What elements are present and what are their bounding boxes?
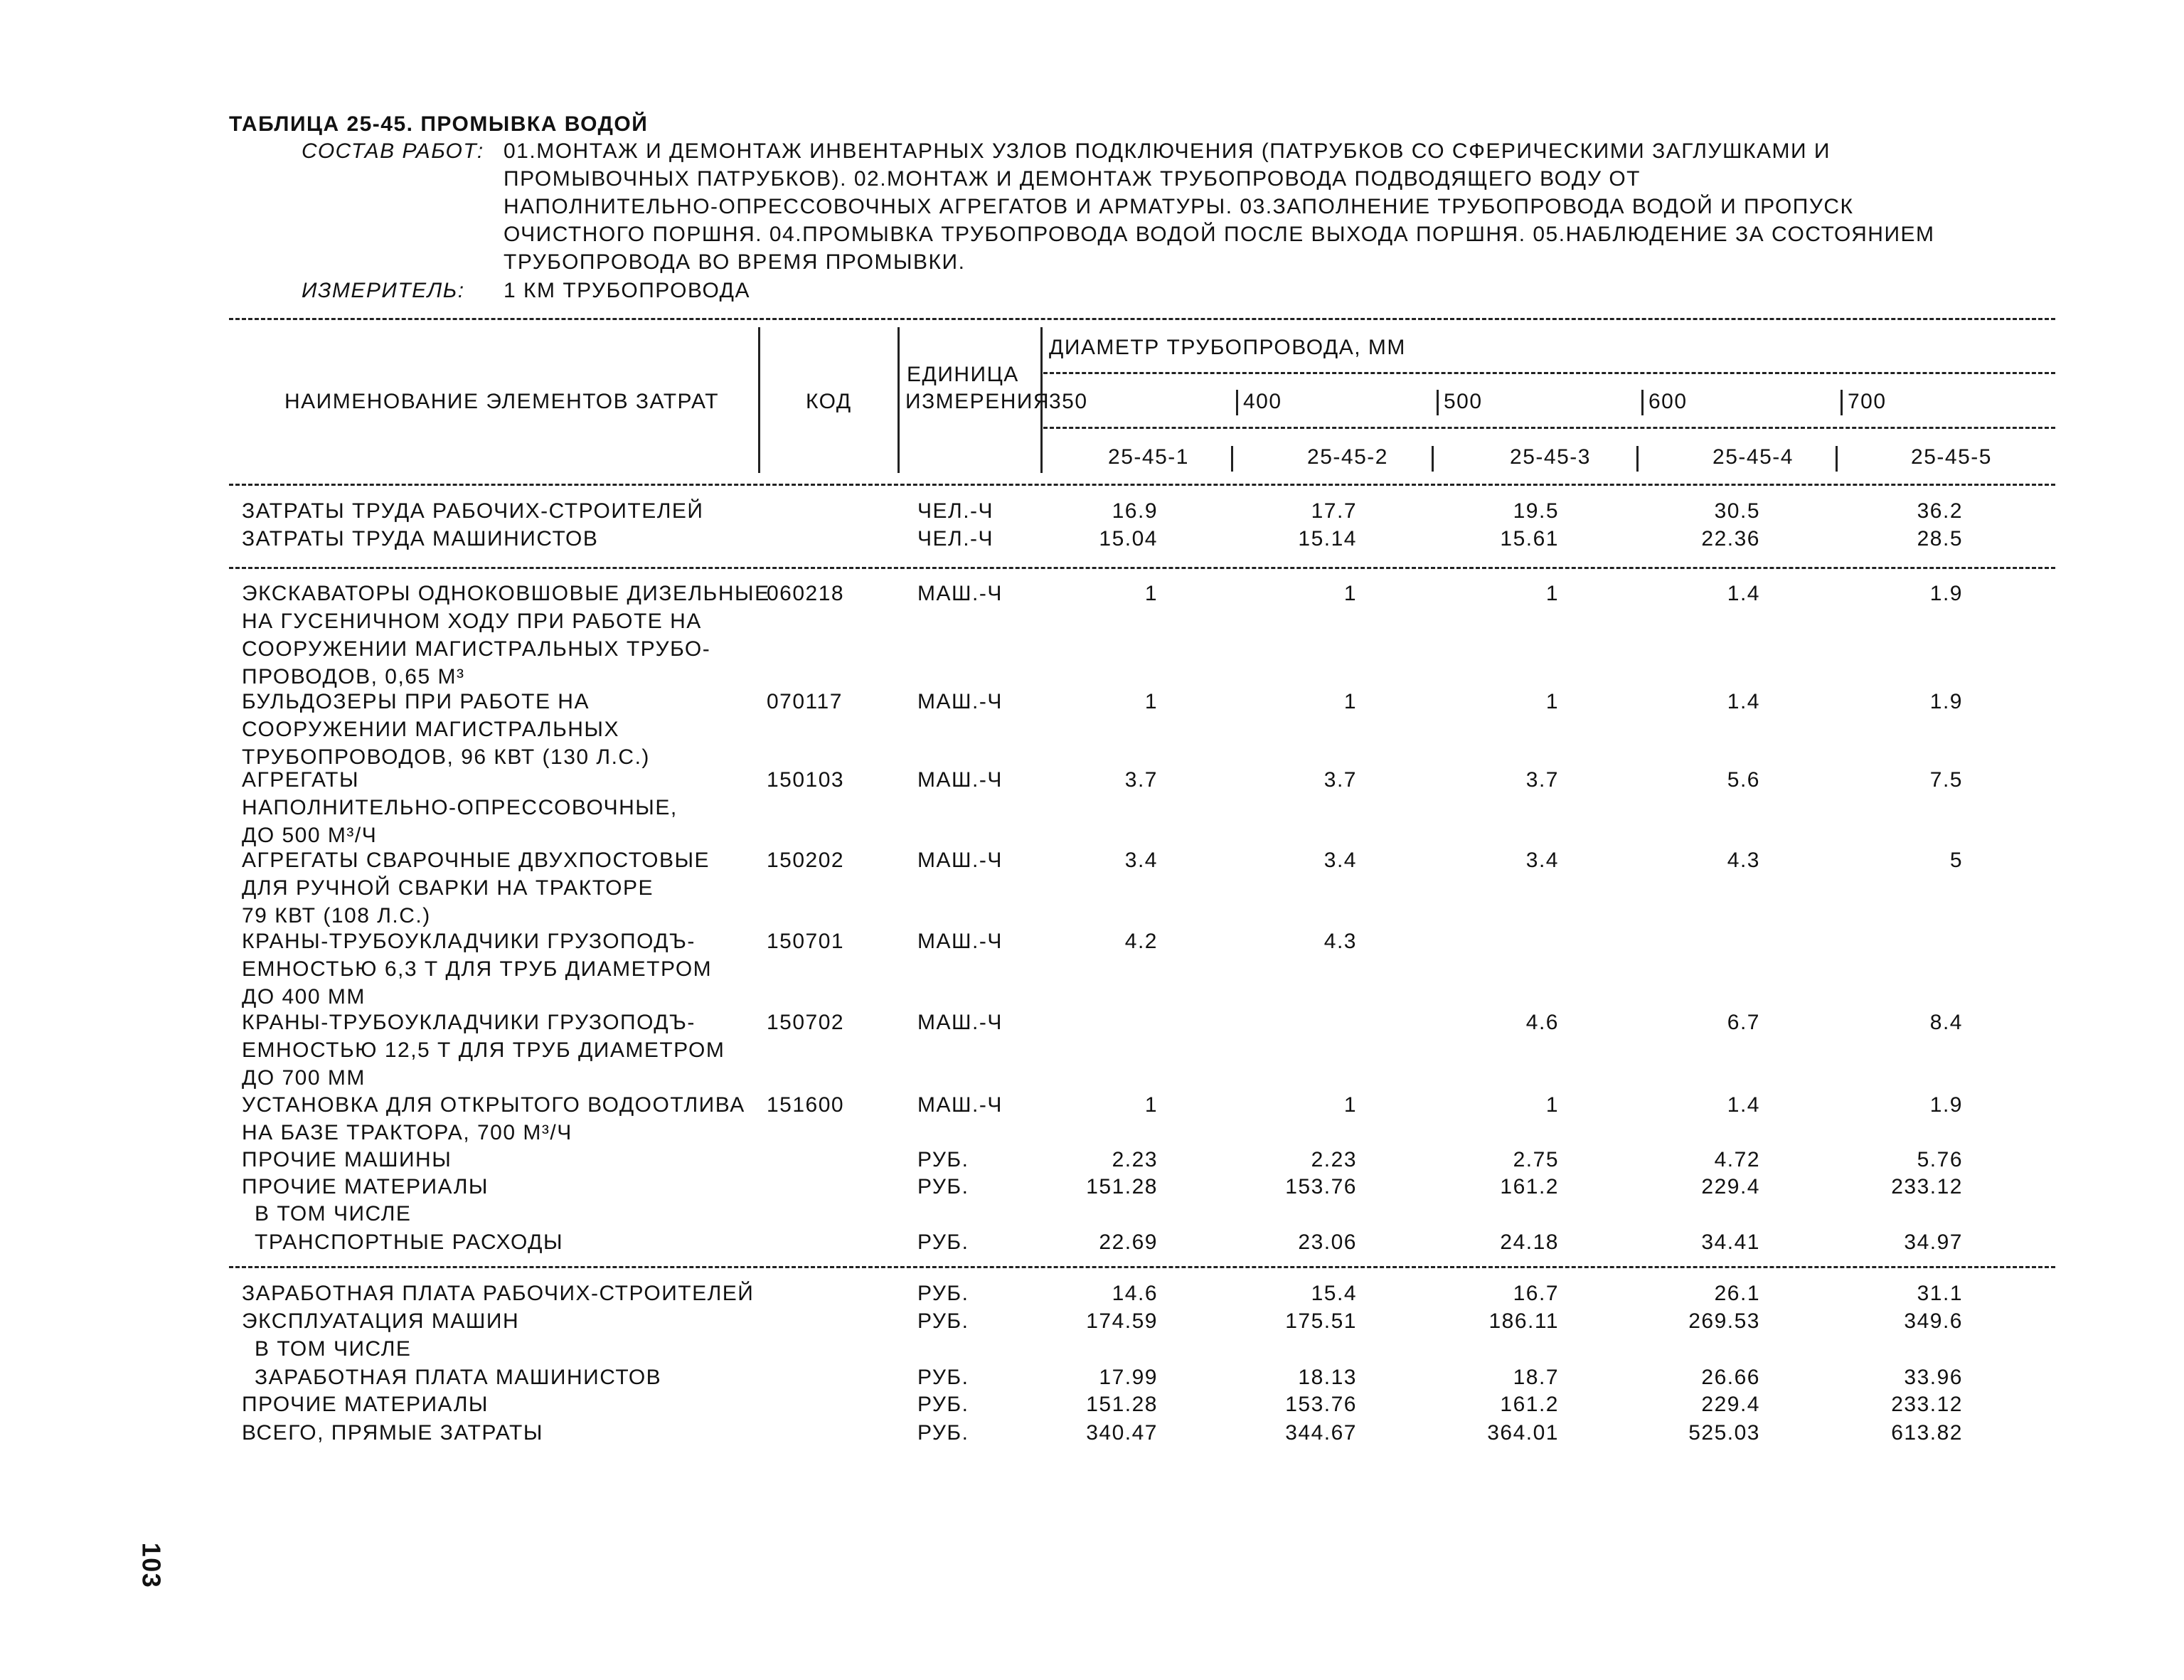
- row-value: 344.67: [1285, 1421, 1357, 1445]
- row-code: 150103: [767, 768, 845, 792]
- row-unit: РУБ.: [917, 1421, 969, 1445]
- row-value: 34.41: [1701, 1230, 1760, 1254]
- norm-code: 25-45-4: [1712, 445, 1794, 469]
- row-value: 3.4: [1124, 849, 1158, 872]
- code-sep: [1636, 446, 1639, 472]
- header-code: КОД: [806, 390, 852, 413]
- code-sep: [1836, 446, 1838, 472]
- row-value: 1: [1545, 690, 1559, 713]
- row-value: 4.3: [1727, 849, 1760, 872]
- col-sep-code: [758, 327, 760, 473]
- row-value: 186.11: [1488, 1309, 1559, 1333]
- row-name: 79 КВТ (108 Л.С.): [242, 904, 431, 927]
- row-name: ВСЕГО, ПРЯМЫЕ ЗАТРАТЫ: [242, 1421, 543, 1445]
- row-value: 1: [1343, 582, 1357, 605]
- norm-code: 25-45-3: [1510, 445, 1591, 469]
- col-sep-unit: [897, 327, 900, 473]
- row-name: ЗАТРАТЫ ТРУДА МАШИНИСТОВ: [242, 527, 599, 551]
- row-name: ПРОЧИЕ МАТЕРИАЛЫ: [242, 1393, 489, 1416]
- row-name: ДО 700 ММ: [242, 1066, 366, 1090]
- table-title: ТАБЛИЦА 25-45. ПРОМЫВКА ВОДОЙ: [229, 112, 649, 136]
- diameter-value: 500: [1444, 390, 1483, 413]
- row-value: 2.23: [1112, 1148, 1158, 1171]
- diameter-value: 700: [1848, 390, 1887, 413]
- row-unit: РУБ.: [917, 1230, 969, 1254]
- row-value: 1.4: [1727, 1093, 1760, 1117]
- row-value: 229.4: [1701, 1175, 1760, 1198]
- row-unit: МАШ.-Ч: [917, 849, 1003, 872]
- norm-code: 25-45-1: [1108, 445, 1189, 469]
- row-name: АГРЕГАТЫ СВАРОЧНЫЕ ДВУХПОСТОВЫЕ: [242, 849, 710, 872]
- diameter-value: 400: [1243, 390, 1282, 413]
- row-name: ЭКСКАВАТОРЫ ОДНОКОВШОВЫЕ ДИЗЕЛЬНЫЕ: [242, 582, 770, 605]
- row-name: ТРАНСПОРТНЫЕ РАСХОДЫ: [255, 1230, 564, 1254]
- row-value: 15.14: [1298, 527, 1357, 551]
- row-name: ТРУБОПРОВОДОВ, 96 КВТ (130 Л.С.): [242, 745, 650, 769]
- row-value: 151.28: [1086, 1393, 1158, 1416]
- row-value: 1.9: [1929, 690, 1963, 713]
- row-value: 2.23: [1311, 1148, 1357, 1171]
- row-code: 060218: [767, 582, 845, 605]
- page-number: 103: [137, 1542, 166, 1589]
- row-value: 175.51: [1285, 1309, 1357, 1333]
- row-name: СООРУЖЕНИИ МАГИСТРАЛЬНЫХ: [242, 718, 619, 741]
- row-value: 16.9: [1112, 499, 1158, 523]
- row-unit: РУБ.: [917, 1366, 969, 1389]
- row-name: ПРОЧИЕ МАШИНЫ: [242, 1148, 452, 1171]
- meter-value: 1 КМ ТРУБОПРОВОДА: [504, 279, 751, 302]
- row-name: БУЛЬДОЗЕРЫ ПРИ РАБОТЕ НА: [242, 690, 590, 713]
- row-name: УСТАНОВКА ДЛЯ ОТКРЫТОГО ВОДООТЛИВА: [242, 1093, 745, 1117]
- row-value: 1: [1545, 582, 1559, 605]
- row-unit: РУБ.: [917, 1175, 969, 1198]
- composition-line: ТРУБОПРОВОДА ВО ВРЕМЯ ПРОМЫВКИ.: [504, 250, 966, 274]
- row-value: 233.12: [1891, 1393, 1963, 1416]
- rule-diameter: [1043, 372, 2055, 374]
- row-value: 4.6: [1525, 1011, 1559, 1034]
- diameter-value: 600: [1648, 390, 1688, 413]
- row-value: 22.69: [1099, 1230, 1158, 1254]
- norm-code: 25-45-5: [1911, 445, 1992, 469]
- composition-label: СОСТАВ РАБОТ:: [302, 139, 484, 163]
- row-value: 4.3: [1323, 930, 1357, 953]
- row-value: 26.1: [1714, 1282, 1760, 1305]
- row-value: 1: [1144, 690, 1158, 713]
- row-unit: ЧЕЛ.-Ч: [917, 527, 994, 551]
- row-name: ЭКСПЛУАТАЦИЯ МАШИН: [242, 1309, 520, 1333]
- row-value: 5.6: [1727, 768, 1760, 792]
- row-value: 18.7: [1513, 1366, 1559, 1389]
- header-name: НАИМЕНОВАНИЕ ЭЛЕМЕНТОВ ЗАТРАТ: [284, 390, 720, 413]
- composition-line: ПРОМЫВОЧНЫХ ПАТРУБКОВ). 02.МОНТАЖ И ДЕМОНТАЖ ТРУБОПРОВОДА ПОДВОДЯЩЕГО ВОДУ ОТ: [504, 167, 1641, 191]
- rule-totals: [229, 1266, 2055, 1268]
- row-value: 7.5: [1929, 768, 1963, 792]
- row-name: ПРОЧИЕ МАТЕРИАЛЫ: [242, 1175, 489, 1198]
- row-value: 22.36: [1701, 527, 1760, 551]
- row-value: 1.4: [1727, 582, 1760, 605]
- row-value: 340.47: [1086, 1421, 1158, 1445]
- row-value: 3.7: [1323, 768, 1357, 792]
- diameter-sep: [1841, 390, 1843, 415]
- row-name: В ТОМ ЧИСЛЕ: [255, 1337, 412, 1361]
- row-unit: МАШ.-Ч: [917, 1011, 1003, 1034]
- row-unit: МАШ.-Ч: [917, 1093, 1003, 1117]
- row-name: ЗАРАБОТНАЯ ПЛАТА МАШИНИСТОВ: [255, 1366, 662, 1389]
- row-unit: РУБ.: [917, 1148, 969, 1171]
- row-value: 525.03: [1688, 1421, 1760, 1445]
- row-unit: МАШ.-Ч: [917, 690, 1003, 713]
- composition-line: 01.МОНТАЖ И ДЕМОНТАЖ ИНВЕНТАРНЫХ УЗЛОВ ПОДКЛЮЧЕНИЯ (ПАТРУБКОВ СО СФЕРИЧЕСКИМИ ЗАГЛУШКАМИ И: [504, 139, 1831, 163]
- row-value: 5: [1949, 849, 1963, 872]
- row-value: 34.97: [1904, 1230, 1963, 1254]
- row-name: В ТОМ ЧИСЛЕ: [255, 1202, 412, 1226]
- row-name: ДЛЯ РУЧНОЙ СВАРКИ НА ТРАКТОРЕ: [242, 876, 654, 900]
- row-value: 364.01: [1487, 1421, 1559, 1445]
- row-name: ЗАРАБОТНАЯ ПЛАТА РАБОЧИХ-СТРОИТЕЛЕЙ: [242, 1282, 755, 1305]
- row-value: 613.82: [1891, 1421, 1963, 1445]
- rule-diameters: [1043, 427, 2055, 429]
- rule-labor: [229, 567, 2055, 569]
- row-name: ПРОВОДОВ, 0,65 М³: [242, 665, 465, 689]
- row-value: 1.9: [1929, 582, 1963, 605]
- row-name: ЕМНОСТЬЮ 12,5 Т ДЛЯ ТРУБ ДИАМЕТРОМ: [242, 1038, 725, 1062]
- header-diameter: ДИАМЕТР ТРУБОПРОВОДА, ММ: [1049, 336, 1406, 359]
- row-name: НА БАЗЕ ТРАКТОРА, 700 М³/Ч: [242, 1121, 572, 1144]
- composition-line: НАПОЛНИТЕЛЬНО-ОПРЕССОВОЧНЫХ АГРЕГАТОВ И АРМАТУРЫ. 03.ЗАПОЛНЕНИЕ ТРУБОПРОВОДА ВОДОЙ И ПРОПУСК: [504, 195, 1854, 218]
- row-value: 3.4: [1525, 849, 1559, 872]
- row-code: 151600: [767, 1093, 845, 1117]
- rule-header-bottom: [229, 484, 2055, 486]
- header-unit-1: ЕДИНИЦА: [907, 363, 1019, 386]
- row-unit: РУБ.: [917, 1282, 969, 1305]
- row-value: 1: [1144, 582, 1158, 605]
- row-value: 17.7: [1311, 499, 1357, 523]
- row-value: 23.06: [1298, 1230, 1357, 1254]
- row-code: 150701: [767, 930, 845, 953]
- row-name: КРАНЫ-ТРУБОУКЛАДЧИКИ ГРУЗОПОДЪ-: [242, 930, 696, 953]
- row-value: 3.4: [1323, 849, 1357, 872]
- diameter-sep: [1437, 390, 1439, 415]
- code-sep: [1432, 446, 1434, 472]
- code-sep: [1231, 446, 1233, 472]
- row-name: НАПОЛНИТЕЛЬНО-ОПРЕССОВОЧНЫЕ,: [242, 796, 678, 819]
- row-value: 161.2: [1500, 1393, 1559, 1416]
- row-value: 15.4: [1311, 1282, 1357, 1305]
- row-value: 1: [1144, 1093, 1158, 1117]
- row-value: 36.2: [1917, 499, 1963, 523]
- row-value: 3.7: [1124, 768, 1158, 792]
- row-value: 2.75: [1513, 1148, 1559, 1171]
- diameter-sep: [1236, 390, 1238, 415]
- row-name: ЕМНОСТЬЮ 6,3 Т ДЛЯ ТРУБ ДИАМЕТРОМ: [242, 957, 713, 981]
- row-value: 1.4: [1727, 690, 1760, 713]
- diameter-sep: [1641, 390, 1644, 415]
- row-unit: МАШ.-Ч: [917, 930, 1003, 953]
- row-value: 151.28: [1086, 1175, 1158, 1198]
- row-value: 26.66: [1701, 1366, 1760, 1389]
- row-value: 31.1: [1917, 1282, 1963, 1305]
- row-value: 153.76: [1285, 1393, 1357, 1416]
- row-unit: РУБ.: [917, 1393, 969, 1416]
- row-value: 18.13: [1298, 1366, 1357, 1389]
- row-value: 15.61: [1500, 527, 1559, 551]
- row-value: 14.6: [1112, 1282, 1158, 1305]
- row-value: 153.76: [1285, 1175, 1357, 1198]
- rule-top: [229, 318, 2055, 320]
- row-name: ЗАТРАТЫ ТРУДА РАБОЧИХ-СТРОИТЕЛЕЙ: [242, 499, 704, 523]
- row-unit: МАШ.-Ч: [917, 582, 1003, 605]
- header-unit-2: ИЗМЕРЕНИЯ: [905, 390, 1050, 413]
- row-value: 3.7: [1525, 768, 1559, 792]
- row-value: 24.18: [1500, 1230, 1559, 1254]
- row-name: КРАНЫ-ТРУБОУКЛАДЧИКИ ГРУЗОПОДЪ-: [242, 1011, 696, 1034]
- diameter-value: 350: [1049, 390, 1088, 413]
- row-code: 150702: [767, 1011, 845, 1034]
- row-value: 4.72: [1714, 1148, 1760, 1171]
- row-name: ДО 500 М³/Ч: [242, 824, 378, 847]
- row-unit: МАШ.-Ч: [917, 768, 1003, 792]
- row-value: 1.9: [1929, 1093, 1963, 1117]
- row-value: 6.7: [1727, 1011, 1760, 1034]
- row-value: 174.59: [1086, 1309, 1158, 1333]
- row-name: ДО 400 ММ: [242, 985, 366, 1009]
- row-value: 161.2: [1500, 1175, 1559, 1198]
- row-value: 15.04: [1099, 527, 1158, 551]
- row-unit: РУБ.: [917, 1309, 969, 1333]
- composition-line: ОЧИСТНОГО ПОРШНЯ. 04.ПРОМЫВКА ТРУБОПРОВОДА ВОДОЙ ПОСЛЕ ВЫХОДА ПОРШНЯ. 05.НАБЛЮДЕНИЕ ЗА СОСТОЯНИЕМ: [504, 223, 1935, 246]
- row-value: 229.4: [1701, 1393, 1760, 1416]
- row-value: 28.5: [1917, 527, 1963, 551]
- row-value: 33.96: [1904, 1366, 1963, 1389]
- row-value: 17.99: [1099, 1366, 1158, 1389]
- row-value: 269.53: [1688, 1309, 1760, 1333]
- row-value: 1: [1545, 1093, 1559, 1117]
- row-code: 070117: [767, 690, 843, 713]
- row-name: АГРЕГАТЫ: [242, 768, 360, 792]
- row-value: 349.6: [1904, 1309, 1963, 1333]
- row-code: 150202: [767, 849, 845, 872]
- row-value: 8.4: [1929, 1011, 1963, 1034]
- row-value: 1: [1343, 690, 1357, 713]
- row-value: 19.5: [1513, 499, 1559, 523]
- meter-label: ИЗМЕРИТЕЛЬ:: [302, 279, 465, 302]
- row-value: 5.76: [1917, 1148, 1963, 1171]
- row-value: 233.12: [1891, 1175, 1963, 1198]
- row-value: 4.2: [1124, 930, 1158, 953]
- row-name: НА ГУСЕНИЧНОМ ХОДУ ПРИ РАБОТЕ НА: [242, 610, 702, 633]
- norm-code: 25-45-2: [1307, 445, 1388, 469]
- row-value: 16.7: [1513, 1282, 1559, 1305]
- row-name: СООРУЖЕНИИ МАГИСТРАЛЬНЫХ ТРУБО-: [242, 637, 711, 661]
- row-value: 1: [1343, 1093, 1357, 1117]
- row-unit: ЧЕЛ.-Ч: [917, 499, 994, 523]
- row-value: 30.5: [1714, 499, 1760, 523]
